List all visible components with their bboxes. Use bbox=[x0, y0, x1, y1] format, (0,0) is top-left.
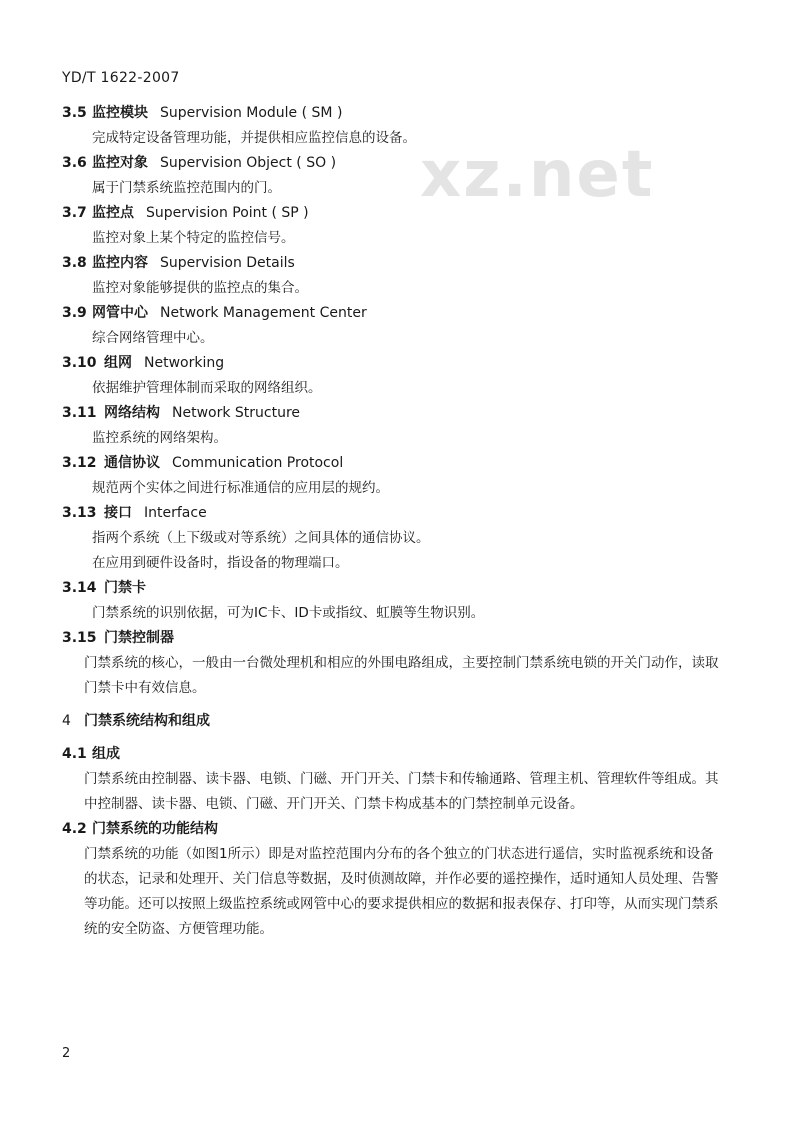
term-number: 3.9 bbox=[62, 305, 87, 321]
term-en: Interface bbox=[144, 505, 207, 521]
term-en: Network Structure bbox=[172, 405, 301, 421]
term-en: Supervision Object ( SO ) bbox=[160, 155, 337, 171]
term-number: 3.10 bbox=[62, 355, 97, 371]
section-number: 4 bbox=[62, 713, 71, 729]
term-zh: 组网 bbox=[104, 355, 132, 371]
term-3-9 bbox=[62, 301, 732, 351]
term-definition: 在应用到硬件设备时，指设备的物理端口。 bbox=[92, 555, 349, 571]
standard-code: YD/T 1622-2007 bbox=[62, 70, 180, 86]
term-en: Networking bbox=[144, 355, 225, 371]
document-body bbox=[62, 101, 732, 942]
term-zh: 网络结构 bbox=[104, 405, 160, 421]
term-3-11 bbox=[62, 401, 732, 451]
watermark: xz.net bbox=[420, 138, 655, 212]
term-number: 3.6 bbox=[62, 155, 87, 171]
term-title bbox=[62, 151, 732, 176]
term-zh: 监控模块 bbox=[92, 105, 148, 121]
term-definition: 完成特定设备管理功能，并提供相应监控信息的设备。 bbox=[92, 130, 416, 146]
term-3-12 bbox=[62, 451, 732, 501]
section-4-heading bbox=[62, 709, 732, 734]
term-3-10 bbox=[62, 351, 732, 401]
term-definition: 指两个系统（上下级或对等系统）之间具体的通信协议。 bbox=[92, 530, 430, 546]
term-zh: 门禁控制器 bbox=[104, 630, 174, 646]
paragraph-text: 门禁系统由控制器、读卡器、电锁、门磁、开门开关、门禁卡和传输通路、管理主机、管理软件等组成。其中控制器、读卡器、电锁、门磁、开门开关、门禁卡构成基本的门禁控制单元设备。 bbox=[84, 771, 719, 812]
term-title bbox=[62, 201, 732, 226]
subsection-number: 4.2 bbox=[62, 821, 87, 837]
term-number: 3.13 bbox=[62, 505, 97, 521]
term-definition: 依据维护管理体制而采取的网络组织。 bbox=[92, 380, 322, 396]
term-definition: 门禁系统的识别依据，可为IC卡、ID卡或指纹、虹膜等生物识别。 bbox=[92, 605, 485, 621]
term-zh: 门禁卡 bbox=[104, 580, 146, 596]
term-definition bbox=[62, 651, 722, 701]
term-en: Supervision Module ( SM ) bbox=[160, 105, 343, 121]
term-definition: 监控系统的网络架构。 bbox=[92, 430, 227, 446]
paragraph bbox=[62, 767, 722, 817]
term-title bbox=[62, 251, 732, 276]
term-title bbox=[62, 576, 732, 601]
term-number: 3.8 bbox=[62, 255, 87, 271]
term-zh: 监控对象 bbox=[92, 155, 148, 171]
term-3-8 bbox=[62, 251, 732, 301]
section-4-2 bbox=[62, 817, 732, 942]
term-3-7 bbox=[62, 201, 732, 251]
term-number: 3.7 bbox=[62, 205, 87, 221]
term-3-6 bbox=[62, 151, 732, 201]
page-number: 2 bbox=[62, 1046, 71, 1061]
section-title: 门禁系统结构和组成 bbox=[84, 713, 210, 729]
term-definition: 综合网络管理中心。 bbox=[92, 330, 214, 346]
term-en: Communication Protocol bbox=[172, 455, 344, 471]
term-title bbox=[62, 401, 732, 426]
term-number: 3.15 bbox=[62, 630, 97, 646]
paragraph-text: 门禁系统的核心，一般由一台微处理机和相应的外围电路组成，主要控制门禁系统电锁的开关门动作，读取门禁卡中有效信息。 bbox=[84, 655, 719, 696]
paragraph-text: 门禁系统的功能（如图1所示）即是对监控范围内分布的各个独立的门状态进行遥信，实时监视系统和设备的状态，记录和处理开、关门信息等数据，及时侦测故障，并作必要的遥控操作，适时通知人员处理、告警等功能。还可以按照上级监控系统或网管中心的要求提供相应的数据和报表保存、打印等，从而实现门禁系统的安全防盗、方便管理功能。 bbox=[84, 846, 719, 937]
term-title bbox=[62, 301, 732, 326]
term-definition: 监控对象能够提供的监控点的集合。 bbox=[92, 280, 308, 296]
term-number: 3.11 bbox=[62, 405, 97, 421]
term-zh: 监控点 bbox=[92, 205, 134, 221]
term-3-13 bbox=[62, 501, 732, 576]
term-title bbox=[62, 626, 732, 651]
term-number: 3.14 bbox=[62, 580, 97, 596]
subsection-title: 门禁系统的功能结构 bbox=[92, 821, 218, 837]
term-title bbox=[62, 101, 732, 126]
term-number: 3.12 bbox=[62, 455, 97, 471]
subsection-heading bbox=[62, 817, 732, 842]
subsection-number: 4.1 bbox=[62, 746, 87, 762]
term-en: Network Management Center bbox=[160, 305, 367, 321]
term-title bbox=[62, 451, 732, 476]
term-3-15 bbox=[62, 626, 732, 701]
paragraph bbox=[62, 842, 722, 942]
term-definition: 属于门禁系统监控范围内的门。 bbox=[92, 180, 281, 196]
term-definition: 规范两个实体之间进行标准通信的应用层的规约。 bbox=[92, 480, 389, 496]
term-3-5 bbox=[62, 101, 732, 151]
term-zh: 监控内容 bbox=[92, 255, 148, 271]
subsection-heading bbox=[62, 742, 732, 767]
subsection-title: 组成 bbox=[92, 746, 120, 762]
term-zh: 网管中心 bbox=[92, 305, 148, 321]
section-4-1 bbox=[62, 742, 732, 817]
term-en: Supervision Point ( SP ) bbox=[146, 205, 309, 221]
term-title bbox=[62, 501, 732, 526]
term-title bbox=[62, 351, 732, 376]
term-en: Supervision Details bbox=[160, 255, 295, 271]
term-zh: 通信协议 bbox=[104, 455, 160, 471]
term-zh: 接口 bbox=[104, 505, 132, 521]
term-3-14 bbox=[62, 576, 732, 626]
term-number: 3.5 bbox=[62, 105, 87, 121]
term-definition: 监控对象上某个特定的监控信号。 bbox=[92, 230, 295, 246]
